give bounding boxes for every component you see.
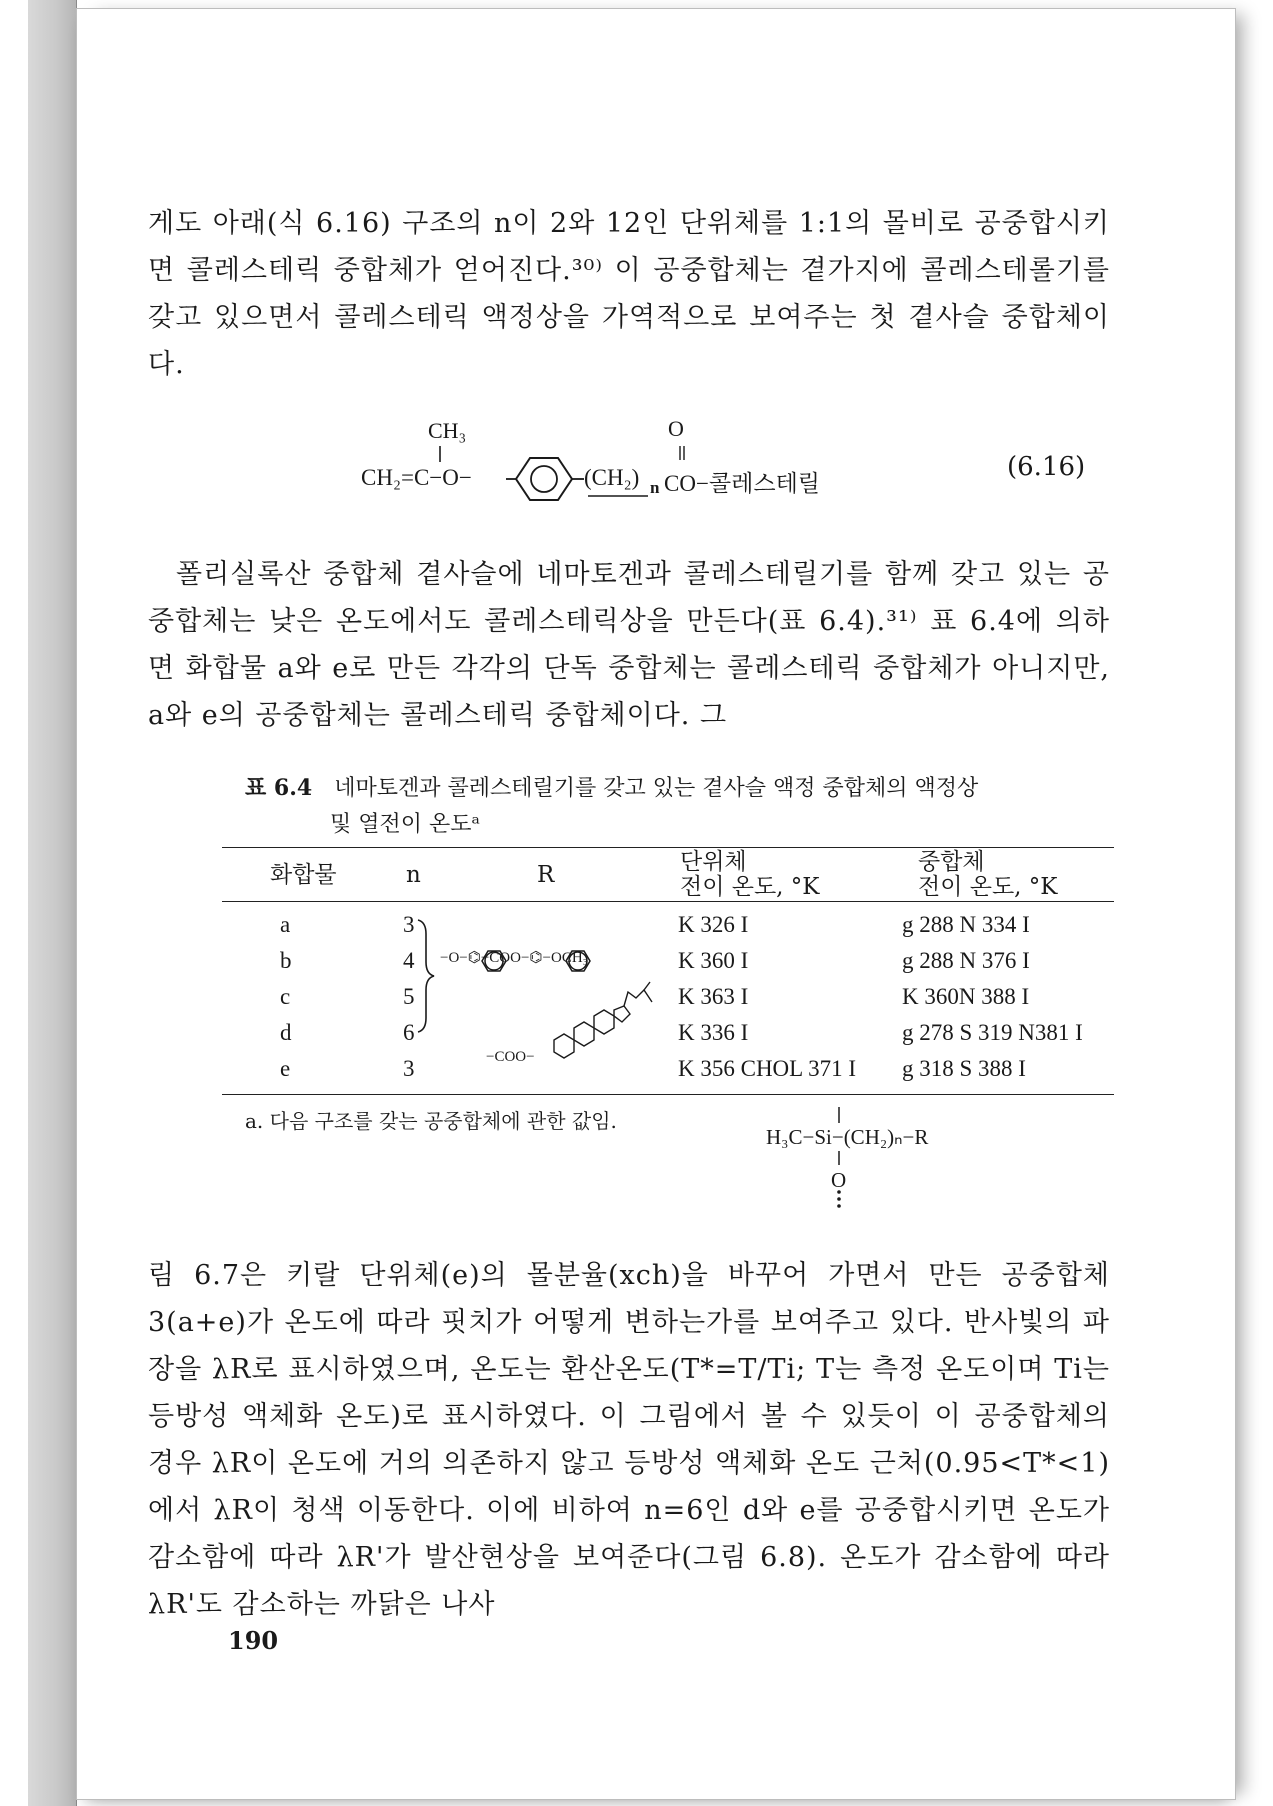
cell-polymer: g 288 N 334 I	[902, 912, 1030, 937]
cell-monomer: K 363 I	[678, 984, 749, 1009]
cell-compound: b	[280, 948, 292, 973]
equation-ch3: CH₃	[428, 418, 467, 443]
cell-n: 3	[403, 912, 415, 937]
header-polymer-line-2: 전이 온도, °K	[918, 874, 1058, 900]
equation-subscript-n: n	[650, 478, 660, 497]
cell-n: 5	[403, 984, 415, 1009]
header-polymer-line-1: 중합체	[918, 849, 985, 875]
siloxane-formula: H₃C−Si−(CH₂)ₙ−R	[766, 1125, 929, 1149]
siloxane-oxygen: O	[831, 1168, 847, 1192]
cell-n: 3	[403, 1056, 415, 1081]
equation-tail: CO−콜레스테릴	[664, 471, 821, 496]
r-group-2: −COO−	[486, 1049, 535, 1065]
equation-left: CH₂=C−O−	[361, 465, 472, 490]
table-label: 표 6.4	[245, 775, 313, 801]
cell-polymer: g 318 S 388 I	[902, 1056, 1026, 1081]
table-caption	[245, 770, 1115, 843]
table-bottom-rule	[222, 1094, 1114, 1095]
cell-compound: d	[280, 1020, 292, 1045]
cell-polymer: g 278 S 319 N381 I	[902, 1020, 1083, 1045]
header-r: R	[537, 862, 555, 888]
equation-chain: (CH₂)	[584, 465, 640, 490]
paragraph-2: 폴리실록산 중합체 곁사슬에 네마토겐과 콜레스테릴기를 함께 갖고 있는 공중합체는 낮은 온도에서도 콜레스테릭상을 만든다(표 6.4).³¹⁾ 표 6.4에 의하면 화합물 a와 e로 만든 각각의 단독 중합체는 콜레스테릭 중합체가 아니지만, a와 e의 공중합체는 콜레스테릭 중합체이다. 그	[148, 559, 1110, 731]
table-top-rule	[222, 847, 1114, 848]
page-number: 190	[228, 1626, 279, 1655]
cell-monomer: K 356 CHOL 371 I	[678, 1056, 857, 1081]
table-footnote: a. 다음 구조를 갖는 공중합체에 관한 값임.	[245, 1109, 617, 1133]
table-title-line-1: 네마토겐과 콜레스테릴기를 갖고 있는 곁사슬 액정 중합체의 액정상	[334, 776, 979, 801]
cell-n: 4	[403, 948, 415, 973]
cell-compound: a	[280, 912, 291, 937]
book-spine	[28, 0, 77, 1806]
header-monomer-line-1: 단위체	[680, 849, 747, 875]
cell-n: 6	[403, 1020, 415, 1045]
cell-monomer: K 326 I	[678, 912, 749, 937]
header-monomer-line-2: 전이 온도, °K	[680, 874, 820, 900]
equation-number: (6.16)	[1007, 452, 1086, 482]
table-title-line-2: 및 열전이 온도ᵃ	[330, 812, 480, 837]
header-n: n	[406, 862, 421, 888]
cell-compound: e	[280, 1056, 291, 1081]
cell-monomer: K 336 I	[678, 1020, 749, 1045]
cell-compound: c	[280, 984, 291, 1009]
cell-polymer: g 288 N 376 I	[902, 948, 1030, 973]
r-group-structures	[414, 910, 664, 1080]
r-group-1: −O−⌬−COO−⌬−OCH₃	[440, 950, 588, 966]
siloxane-bonds	[830, 1105, 850, 1215]
header-compound: 화합물	[270, 862, 337, 888]
paragraph-3: 림 6.7은 키랄 단위체(e)의 몰분율(xch)을 바꾸어 가면서 만든 공중합체 3(a+e)가 온도에 따라 핏치가 어떻게 변하는가를 보여주고 있다. 반사빛의 파장을 λR로 표시하였으며, 온도는 환산온도(T*=T/Ti; T는 측정 온도이며 Ti는 등방성 액체화 온도)로 표시하였다. 이 그림에서 볼 수 있듯이 이 공중합체의 경우 λR이 온도에 거의 의존하지 않고 등방성 액체화 온도 근처(0.95<T*<1)에서 λR이 청색 이동한다. 이에 비하여 n=6인 d와 e를 공중합시키면 온도가 감소함에 따라 λR'가 발산현상을 보여준다(그림 6.8). 온도가 감소함에 따라 λR'도 감소하는 까닭은 나사	[148, 1260, 1110, 1620]
equation-o-top: O	[668, 416, 684, 441]
table-header-rule	[222, 901, 1114, 902]
paragraph-1: 게도 아래(식 6.16) 구조의 n이 2와 12인 단위체를 1:1의 몰비로 공중합시키면 콜레스테릭 중합체가 얻어진다.³⁰⁾ 이 공중합체는 곁가지에 콜레스테롤기를 갖고 있으면서 콜레스테릭 액정상을 가역적으로 보여주는 첫 곁사슬 중합체이다.	[148, 208, 1110, 380]
cell-polymer: K 360N 388 I	[902, 984, 1030, 1009]
cell-monomer: K 360 I	[678, 948, 749, 973]
